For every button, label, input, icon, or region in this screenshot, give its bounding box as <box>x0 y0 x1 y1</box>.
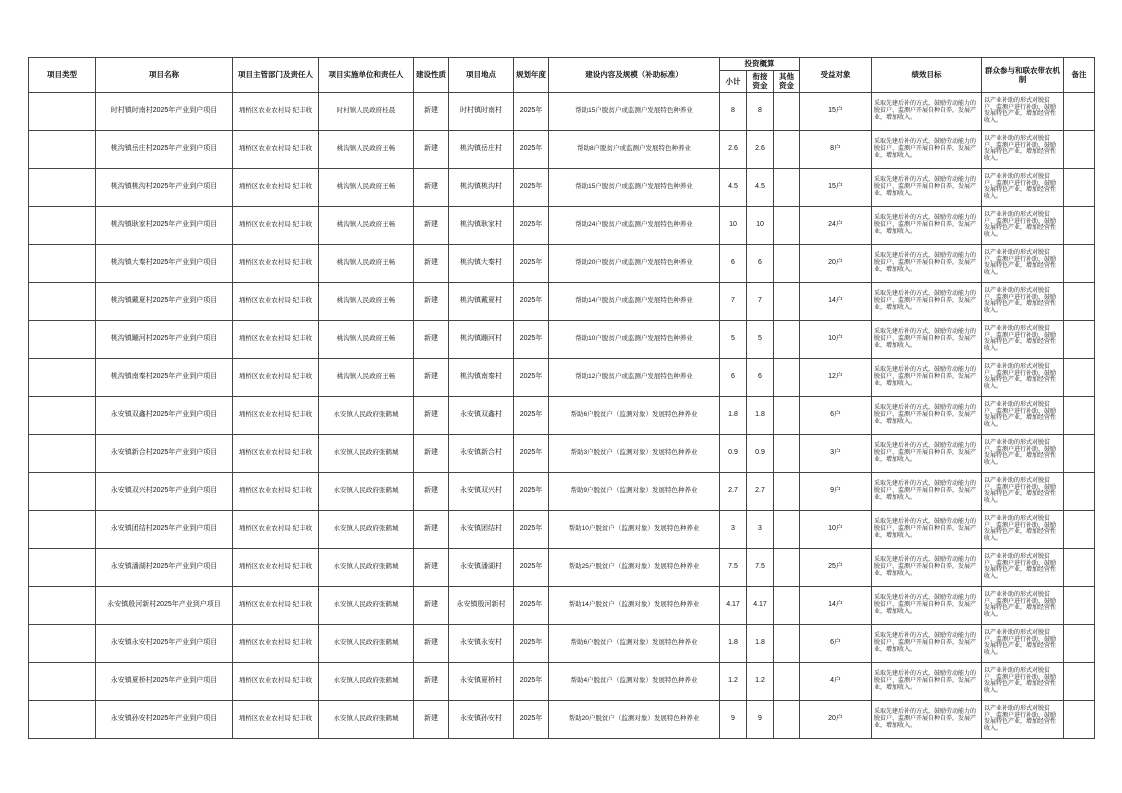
cell-location: 桃沟镇南秦村 <box>449 358 514 396</box>
cell-supervisor: 埇桥区农业农村局 纪丰收 <box>233 624 319 662</box>
cell-remark <box>1064 510 1095 548</box>
cell-subtotal: 4.17 <box>720 586 747 624</box>
cell-beneficiary: 15户 <box>800 92 872 130</box>
cell-content: 帮助25户脱贫户（监测对象）发展特色种养业 <box>549 548 720 586</box>
cell-year: 2025年 <box>514 396 549 434</box>
cell-type <box>29 548 96 586</box>
cell-location: 永安镇团结村 <box>449 510 514 548</box>
cell-location: 永安镇孙安村 <box>449 700 514 738</box>
cell-connect: 2.7 <box>747 472 774 510</box>
cell-mechanism: 以产业补助的形式对脱贫户、监测户进行补助，鼓励发展特色产业，增加经营性收入。 <box>982 396 1064 434</box>
cell-beneficiary: 8户 <box>800 130 872 168</box>
cell-connect: 3 <box>747 510 774 548</box>
cell-type <box>29 320 96 358</box>
cell-implementer: 桃沟镇人民政府王畅 <box>319 168 414 206</box>
cell-remark <box>1064 548 1095 586</box>
cell-remark <box>1064 586 1095 624</box>
cell-supervisor: 埇桥区农业农村局 纪丰收 <box>233 396 319 434</box>
cell-location: 永安镇殷河新村 <box>449 586 514 624</box>
table-row <box>29 206 1095 244</box>
table-row <box>29 662 1095 700</box>
cell-connect: 2.6 <box>747 130 774 168</box>
cell-remark <box>1064 282 1095 320</box>
cell-beneficiary: 10户 <box>800 510 872 548</box>
cell-location: 桃沟镇蹦河村 <box>449 320 514 358</box>
header-year: 规划年度 <box>514 58 549 93</box>
table-body <box>29 92 1095 738</box>
cell-year: 2025年 <box>514 358 549 396</box>
cell-nature: 新建 <box>414 244 449 282</box>
cell-content: 帮助9户脱贫户（监测对象）发展特色种养业 <box>549 472 720 510</box>
cell-mechanism: 以产业补助的形式对脱贫户、监测户进行补助，鼓励发展特色产业，增加经营性收入。 <box>982 244 1064 282</box>
cell-connect: 0.9 <box>747 434 774 472</box>
cell-name: 永安镇潘湖村2025年产业到户项目 <box>96 548 233 586</box>
cell-subtotal: 1.2 <box>720 662 747 700</box>
cell-supervisor: 埇桥区农业农村局 纪丰收 <box>233 282 319 320</box>
cell-implementer: 永安镇人民政府张鹤城 <box>319 700 414 738</box>
cell-type <box>29 700 96 738</box>
cell-other <box>774 168 800 206</box>
cell-name: 永安镇双兴村2025年产业到户项目 <box>96 472 233 510</box>
cell-mechanism: 以产业补助的形式对脱贫户、监测户进行补助，鼓励发展特色产业，增加经营性收入。 <box>982 472 1064 510</box>
cell-content: 帮助6户脱贫户（监测对象）发展特色种养业 <box>549 396 720 434</box>
cell-performance: 采取先建后补的方式，鼓励劳动能力的脱贫户、监测户开展自种自养，发展产业，增加收入。 <box>872 510 982 548</box>
cell-nature: 新建 <box>414 206 449 244</box>
cell-other <box>774 206 800 244</box>
cell-other <box>774 624 800 662</box>
cell-name: 桃沟镇耿家村2025年产业到户项目 <box>96 206 233 244</box>
cell-performance: 采取先建后补的方式，鼓励劳动能力的脱贫户、监测户开展自种自养，发展产业，增加收入。 <box>872 396 982 434</box>
cell-performance: 采取先建后补的方式，鼓励劳动能力的脱贫户、监测户开展自种自养，发展产业，增加收入。 <box>872 624 982 662</box>
cell-connect: 9 <box>747 700 774 738</box>
cell-remark <box>1064 700 1095 738</box>
cell-year: 2025年 <box>514 244 549 282</box>
cell-type <box>29 510 96 548</box>
cell-nature: 新建 <box>414 320 449 358</box>
cell-supervisor: 埇桥区农业农村局 纪丰收 <box>233 548 319 586</box>
cell-year: 2025年 <box>514 206 549 244</box>
cell-other <box>774 358 800 396</box>
cell-subtotal: 5 <box>720 320 747 358</box>
cell-type <box>29 586 96 624</box>
cell-beneficiary: 14户 <box>800 586 872 624</box>
table-row <box>29 510 1095 548</box>
cell-year: 2025年 <box>514 92 549 130</box>
cell-connect: 1.8 <box>747 624 774 662</box>
cell-subtotal: 4.5 <box>720 168 747 206</box>
cell-year: 2025年 <box>514 168 549 206</box>
cell-content: 帮助8户脱贫户或监测户发展特色种养业 <box>549 130 720 168</box>
cell-location: 永安镇双鑫村 <box>449 396 514 434</box>
cell-other <box>774 510 800 548</box>
header-subtotal: 小计 <box>720 71 747 93</box>
cell-implementer: 永安镇人民政府张鹤城 <box>319 510 414 548</box>
cell-performance: 采取先建后补的方式，鼓励劳动能力的脱贫户、监测户开展自种自养，发展产业，增加收入。 <box>872 472 982 510</box>
cell-name: 桃沟镇大秦村2025年产业到户项目 <box>96 244 233 282</box>
cell-supervisor: 埇桥区农业农村局 纪丰收 <box>233 92 319 130</box>
cell-mechanism: 以产业补助的形式对脱贫户、监测户进行补助，鼓励发展特色产业，增加经营性收入。 <box>982 548 1064 586</box>
header-project-name: 项目名称 <box>96 58 233 93</box>
cell-remark <box>1064 662 1095 700</box>
cell-name: 永安镇殷河新村2025年产业到户项目 <box>96 586 233 624</box>
cell-other <box>774 130 800 168</box>
cell-subtotal: 3 <box>720 510 747 548</box>
cell-content: 帮助4户脱贫户（监测对象）发展特色种养业 <box>549 662 720 700</box>
cell-type <box>29 358 96 396</box>
cell-performance: 采取先建后补的方式，鼓励劳动能力的脱贫户、监测户开展自种自养，发展产业，增加收入。 <box>872 168 982 206</box>
cell-content: 帮助20户脱贫户或监测户发展特色种养业 <box>549 244 720 282</box>
cell-location: 桃沟镇耿家村 <box>449 206 514 244</box>
cell-type <box>29 92 96 130</box>
cell-other <box>774 548 800 586</box>
cell-year: 2025年 <box>514 434 549 472</box>
cell-type <box>29 472 96 510</box>
table-row <box>29 434 1095 472</box>
cell-mechanism: 以产业补助的形式对脱贫户、监测户进行补助，鼓励发展特色产业，增加经营性收入。 <box>982 92 1064 130</box>
cell-location: 永安镇潘湖村 <box>449 548 514 586</box>
cell-location: 永安镇新合村 <box>449 434 514 472</box>
cell-connect: 6 <box>747 358 774 396</box>
table-row <box>29 282 1095 320</box>
cell-implementer: 永安镇人民政府张鹤城 <box>319 624 414 662</box>
cell-nature: 新建 <box>414 548 449 586</box>
cell-mechanism: 以产业补助的形式对脱贫户、监测户进行补助，鼓励发展特色产业，增加经营性收入。 <box>982 510 1064 548</box>
cell-performance: 采取先建后补的方式，鼓励劳动能力的脱贫户、监测户开展自种自养，发展产业，增加收入。 <box>872 206 982 244</box>
cell-nature: 新建 <box>414 358 449 396</box>
cell-content: 帮助3户脱贫户（监测对象）发展特色种养业 <box>549 434 720 472</box>
cell-other <box>774 434 800 472</box>
cell-performance: 采取先建后补的方式，鼓励劳动能力的脱贫户、监测户开展自种自养，发展产业，增加收入。 <box>872 586 982 624</box>
cell-year: 2025年 <box>514 510 549 548</box>
cell-nature: 新建 <box>414 168 449 206</box>
cell-beneficiary: 9户 <box>800 472 872 510</box>
cell-connect: 7.5 <box>747 548 774 586</box>
cell-other <box>774 586 800 624</box>
cell-year: 2025年 <box>514 282 549 320</box>
cell-implementer: 永安镇人民政府张鹤城 <box>319 472 414 510</box>
cell-supervisor: 埇桥区农业农村局 纪丰收 <box>233 434 319 472</box>
cell-other <box>774 662 800 700</box>
cell-remark <box>1064 168 1095 206</box>
cell-beneficiary: 24户 <box>800 206 872 244</box>
cell-beneficiary: 20户 <box>800 244 872 282</box>
cell-mechanism: 以产业补助的形式对脱贫户、监测户进行补助，鼓励发展特色产业，增加经营性收入。 <box>982 206 1064 244</box>
table-row <box>29 472 1095 510</box>
table-row <box>29 168 1095 206</box>
cell-implementer: 桃沟镇人民政府王畅 <box>319 282 414 320</box>
header-content: 建设内容及规模（补助标准） <box>549 58 720 93</box>
cell-implementer: 永安镇人民政府张鹤城 <box>319 586 414 624</box>
cell-nature: 新建 <box>414 92 449 130</box>
cell-subtotal: 9 <box>720 700 747 738</box>
cell-subtotal: 7.5 <box>720 548 747 586</box>
cell-other <box>774 472 800 510</box>
header-supervisor: 项目主管部门及责任人 <box>233 58 319 93</box>
cell-remark <box>1064 320 1095 358</box>
cell-name: 桃沟镇蹦河村2025年产业到户项目 <box>96 320 233 358</box>
cell-performance: 采取先建后补的方式，鼓励劳动能力的脱贫户、监测户开展自种自养，发展产业，增加收入。 <box>872 320 982 358</box>
cell-beneficiary: 14户 <box>800 282 872 320</box>
cell-supervisor: 埇桥区农业农村局 纪丰收 <box>233 700 319 738</box>
cell-connect: 6 <box>747 244 774 282</box>
cell-name: 永安镇双鑫村2025年产业到户项目 <box>96 396 233 434</box>
cell-year: 2025年 <box>514 548 549 586</box>
cell-implementer: 时村镇人民政府桂晨 <box>319 92 414 130</box>
cell-nature: 新建 <box>414 510 449 548</box>
cell-year: 2025年 <box>514 700 549 738</box>
cell-performance: 采取先建后补的方式，鼓励劳动能力的脱贫户、监测户开展自种自养，发展产业，增加收入。 <box>872 662 982 700</box>
cell-beneficiary: 3户 <box>800 434 872 472</box>
cell-other <box>774 92 800 130</box>
cell-beneficiary: 12户 <box>800 358 872 396</box>
cell-beneficiary: 10户 <box>800 320 872 358</box>
cell-nature: 新建 <box>414 586 449 624</box>
cell-implementer: 桃沟镇人民政府王畅 <box>319 320 414 358</box>
cell-implementer: 永安镇人民政府张鹤城 <box>319 434 414 472</box>
cell-performance: 采取先建后补的方式，鼓励劳动能力的脱贫户、监测户开展自种自养，发展产业，增加收入。 <box>872 130 982 168</box>
cell-supervisor: 埇桥区农业农村局 纪丰收 <box>233 358 319 396</box>
cell-other <box>774 244 800 282</box>
table-row <box>29 130 1095 168</box>
cell-type <box>29 244 96 282</box>
cell-implementer: 桃沟镇人民政府王畅 <box>319 130 414 168</box>
cell-year: 2025年 <box>514 586 549 624</box>
cell-type <box>29 206 96 244</box>
cell-connect: 4.17 <box>747 586 774 624</box>
cell-remark <box>1064 130 1095 168</box>
cell-other <box>774 396 800 434</box>
cell-remark <box>1064 358 1095 396</box>
cell-connect: 8 <box>747 92 774 130</box>
cell-subtotal: 2.6 <box>720 130 747 168</box>
cell-name: 永安镇团结村2025年产业到户项目 <box>96 510 233 548</box>
cell-implementer: 永安镇人民政府张鹤城 <box>319 396 414 434</box>
cell-remark <box>1064 92 1095 130</box>
table-row <box>29 244 1095 282</box>
cell-implementer: 永安镇人民政府张鹤城 <box>319 548 414 586</box>
cell-remark <box>1064 206 1095 244</box>
cell-nature: 新建 <box>414 434 449 472</box>
cell-mechanism: 以产业补助的形式对脱贫户、监测户进行补助，鼓励发展特色产业，增加经营性收入。 <box>982 662 1064 700</box>
cell-type <box>29 434 96 472</box>
cell-year: 2025年 <box>514 624 549 662</box>
cell-subtotal: 6 <box>720 244 747 282</box>
table-row <box>29 92 1095 130</box>
cell-supervisor: 埇桥区农业农村局 纪丰收 <box>233 244 319 282</box>
cell-name: 桃沟镇岳庄村2025年产业到户项目 <box>96 130 233 168</box>
cell-nature: 新建 <box>414 472 449 510</box>
cell-content: 帮助14户脱贫户（监测对象）发展特色种养业 <box>549 586 720 624</box>
cell-nature: 新建 <box>414 130 449 168</box>
cell-location: 永安镇永安村 <box>449 624 514 662</box>
cell-performance: 采取先建后补的方式，鼓励劳动能力的脱贫户、监测户开展自种自养，发展产业，增加收入。 <box>872 700 982 738</box>
cell-connect: 1.2 <box>747 662 774 700</box>
cell-name: 桃沟镇戴夏村2025年产业到户项目 <box>96 282 233 320</box>
cell-location: 桃沟镇桃沟村 <box>449 168 514 206</box>
cell-supervisor: 埇桥区农业农村局 纪丰收 <box>233 206 319 244</box>
cell-location: 永安镇夏桥村 <box>449 662 514 700</box>
table-row <box>29 548 1095 586</box>
cell-mechanism: 以产业补助的形式对脱贫户、监测户进行补助，鼓励发展特色产业，增加经营性收入。 <box>982 358 1064 396</box>
cell-location: 桃沟镇大秦村 <box>449 244 514 282</box>
cell-connect: 4.5 <box>747 168 774 206</box>
header-mechanism: 群众参与和联农带农机制 <box>982 58 1064 93</box>
cell-remark <box>1064 624 1095 662</box>
cell-other <box>774 282 800 320</box>
table-row <box>29 358 1095 396</box>
cell-supervisor: 埇桥区农业农村局 纪丰收 <box>233 168 319 206</box>
cell-connect: 10 <box>747 206 774 244</box>
cell-nature: 新建 <box>414 700 449 738</box>
cell-location: 桃沟镇戴夏村 <box>449 282 514 320</box>
cell-supervisor: 埇桥区农业农村局 纪丰收 <box>233 510 319 548</box>
cell-nature: 新建 <box>414 624 449 662</box>
cell-performance: 采取先建后补的方式，鼓励劳动能力的脱贫户、监测户开展自种自养，发展产业，增加收入。 <box>872 434 982 472</box>
cell-mechanism: 以产业补助的形式对脱贫户、监测户进行补助，鼓励发展特色产业，增加经营性收入。 <box>982 700 1064 738</box>
cell-performance: 采取先建后补的方式，鼓励劳动能力的脱贫户、监测户开展自种自养，发展产业，增加收入。 <box>872 548 982 586</box>
cell-mechanism: 以产业补助的形式对脱贫户、监测户进行补助，鼓励发展特色产业，增加经营性收入。 <box>982 434 1064 472</box>
cell-type <box>29 130 96 168</box>
cell-remark <box>1064 396 1095 434</box>
table-row <box>29 700 1095 738</box>
project-table <box>28 57 1095 739</box>
cell-name: 永安镇夏桥村2025年产业到户项目 <box>96 662 233 700</box>
cell-subtotal: 6 <box>720 358 747 396</box>
cell-implementer: 桃沟镇人民政府王畅 <box>319 206 414 244</box>
cell-beneficiary: 25户 <box>800 548 872 586</box>
header-performance: 绩效目标 <box>872 58 982 93</box>
cell-content: 帮助10户脱贫户（监测对象）发展特色种养业 <box>549 510 720 548</box>
cell-beneficiary: 6户 <box>800 624 872 662</box>
cell-supervisor: 埇桥区农业农村局 纪丰收 <box>233 130 319 168</box>
cell-other <box>774 320 800 358</box>
cell-content: 帮助15户脱贫户或监测户发展特色种养业 <box>549 92 720 130</box>
cell-mechanism: 以产业补助的形式对脱贫户、监测户进行补助，鼓励发展特色产业，增加经营性收入。 <box>982 320 1064 358</box>
cell-location: 永安镇双兴村 <box>449 472 514 510</box>
cell-location: 时村镇时南村 <box>449 92 514 130</box>
cell-nature: 新建 <box>414 396 449 434</box>
cell-name: 永安镇永安村2025年产业到户项目 <box>96 624 233 662</box>
cell-content: 帮助14户脱贫户或监测户发展特色种养业 <box>549 282 720 320</box>
cell-type <box>29 396 96 434</box>
cell-supervisor: 埇桥区农业农村局 纪丰收 <box>233 320 319 358</box>
cell-name: 桃沟镇桃沟村2025年产业到户项目 <box>96 168 233 206</box>
header-implementer: 项目实施单位和责任人 <box>319 58 414 93</box>
cell-beneficiary: 20户 <box>800 700 872 738</box>
cell-year: 2025年 <box>514 472 549 510</box>
cell-supervisor: 埇桥区农业农村局 纪丰收 <box>233 472 319 510</box>
header-project-type: 项目类型 <box>29 58 96 93</box>
cell-connect: 1.8 <box>747 396 774 434</box>
cell-nature: 新建 <box>414 282 449 320</box>
cell-connect: 7 <box>747 282 774 320</box>
cell-mechanism: 以产业补助的形式对脱贫户、监测户进行补助，鼓励发展特色产业，增加经营性收入。 <box>982 130 1064 168</box>
cell-beneficiary: 6户 <box>800 396 872 434</box>
cell-type <box>29 282 96 320</box>
cell-beneficiary: 4户 <box>800 662 872 700</box>
cell-supervisor: 埇桥区农业农村局 纪丰收 <box>233 662 319 700</box>
cell-performance: 采取先建后补的方式，鼓励劳动能力的脱贫户、监测户开展自种自养，发展产业，增加收入。 <box>872 358 982 396</box>
header-connect-funds: 衔接资金 <box>747 71 774 93</box>
cell-beneficiary: 15户 <box>800 168 872 206</box>
cell-content: 帮助10户脱贫户或监测户发展特色种养业 <box>549 320 720 358</box>
cell-name: 时村镇时南村2025年产业到户项目 <box>96 92 233 130</box>
cell-type <box>29 624 96 662</box>
cell-mechanism: 以产业补助的形式对脱贫户、监测户进行补助，鼓励发展特色产业，增加经营性收入。 <box>982 282 1064 320</box>
cell-remark <box>1064 244 1095 282</box>
header-nature: 建设性质 <box>414 58 449 93</box>
cell-subtotal: 1.8 <box>720 624 747 662</box>
cell-mechanism: 以产业补助的形式对脱贫户、监测户进行补助，鼓励发展特色产业，增加经营性收入。 <box>982 586 1064 624</box>
header-remark: 备注 <box>1064 58 1095 93</box>
cell-mechanism: 以产业补助的形式对脱贫户、监测户进行补助，鼓励发展特色产业，增加经营性收入。 <box>982 168 1064 206</box>
cell-content: 帮助6户脱贫户（监测对象）发展特色种养业 <box>549 624 720 662</box>
cell-content: 帮助15户脱贫户或监测户发展特色种养业 <box>549 168 720 206</box>
table-header <box>29 58 1095 93</box>
header-location: 项目地点 <box>449 58 514 93</box>
cell-performance: 采取先建后补的方式，鼓励劳动能力的脱贫户、监测户开展自种自养，发展产业，增加收入。 <box>872 92 982 130</box>
table-row <box>29 396 1095 434</box>
cell-type <box>29 168 96 206</box>
cell-remark <box>1064 434 1095 472</box>
cell-location: 桃沟镇岳庄村 <box>449 130 514 168</box>
cell-year: 2025年 <box>514 130 549 168</box>
cell-other <box>774 700 800 738</box>
cell-year: 2025年 <box>514 662 549 700</box>
cell-subtotal: 1.8 <box>720 396 747 434</box>
cell-type <box>29 662 96 700</box>
cell-mechanism: 以产业补助的形式对脱贫户、监测户进行补助，鼓励发展特色产业，增加经营性收入。 <box>982 624 1064 662</box>
cell-supervisor: 埇桥区农业农村局 纪丰收 <box>233 586 319 624</box>
cell-remark <box>1064 472 1095 510</box>
cell-content: 帮助24户脱贫户或监测户发展特色种养业 <box>549 206 720 244</box>
cell-name: 永安镇孙安村2025年产业到户项目 <box>96 700 233 738</box>
header-investment-group: 投资概算 <box>720 58 800 71</box>
table-row <box>29 624 1095 662</box>
cell-implementer: 桃沟镇人民政府王畅 <box>319 244 414 282</box>
cell-connect: 5 <box>747 320 774 358</box>
cell-performance: 采取先建后补的方式，鼓励劳动能力的脱贫户、监测户开展自种自养，发展产业，增加收入。 <box>872 282 982 320</box>
cell-implementer: 桃沟镇人民政府王畅 <box>319 358 414 396</box>
cell-nature: 新建 <box>414 662 449 700</box>
cell-content: 帮助20户脱贫户（监测对象）发展特色种养业 <box>549 700 720 738</box>
table-row <box>29 586 1095 624</box>
header-beneficiary: 受益对象 <box>800 58 872 93</box>
cell-implementer: 永安镇人民政府张鹤城 <box>319 662 414 700</box>
table-row <box>29 320 1095 358</box>
cell-subtotal: 10 <box>720 206 747 244</box>
cell-name: 桃沟镇南秦村2025年产业到户项目 <box>96 358 233 396</box>
cell-subtotal: 0.9 <box>720 434 747 472</box>
header-other-funds: 其他资金 <box>774 71 800 93</box>
cell-subtotal: 7 <box>720 282 747 320</box>
cell-subtotal: 8 <box>720 92 747 130</box>
cell-name: 永安镇新合村2025年产业到户项目 <box>96 434 233 472</box>
cell-year: 2025年 <box>514 320 549 358</box>
cell-content: 帮助12户脱贫户或监测户发展特色种养业 <box>549 358 720 396</box>
cell-performance: 采取先建后补的方式，鼓励劳动能力的脱贫户、监测户开展自种自养，发展产业，增加收入。 <box>872 244 982 282</box>
cell-subtotal: 2.7 <box>720 472 747 510</box>
